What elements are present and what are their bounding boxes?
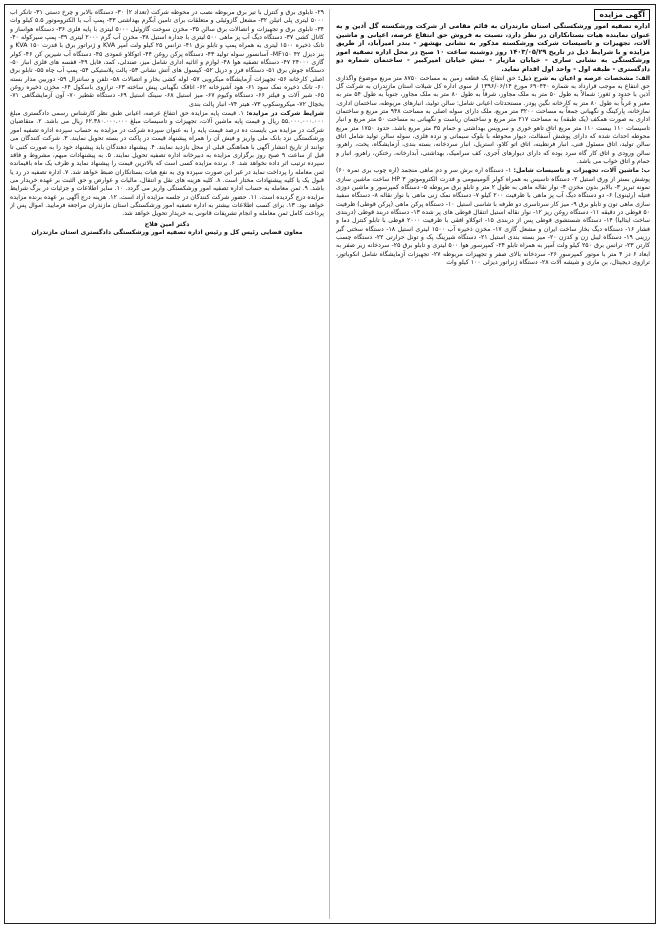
section-land-building [336,75,650,167]
signatory-name: دکتر امین فلاح [144,220,190,228]
section-conditions [10,110,324,218]
section-heading: ب: ماشین آلات، تجهیزات و تاسیسات شامل: [513,167,650,175]
section-body: ۲۹- تابلوی برق و کنترل با تیر برق مربوطه نصب در محوطه شرکت (تعداد ۲) ۳۰- دستگاه بالابر و چرخ دستی ۳۱- تانکر آب ۵۰۰۰ لیتری پلی اتیلن ۳۲- مشعل گازوئیلی و متعلقات برای تامین آبگرم بهداشتی ۳۳- پمپ آب با الکتروموتور ۵.۵ کیلو وات ۳۴- تابلوی برق و تجهیزات و اتصالات برق سالن ۳۵- مخزن سوخت گازوئیل ۵۰۰۰ لیتری با پایه فلزی ۳۶- دستگاه هواساز و کانال کشی ۳۷- دستگاه دیگ آب پز ماهی ۵۰۰ لیتری با جداره استیل ۳۸- مخزن آب گرم ۲۰۰۰ لیتری ۳۹- پمپ سیرکوله ۴۰- تانک ذخیره ۱۵۰۰ لیتری به همراه پمپ و تابلو برق ۴۱- ترانس ۲۵ کیلو ولت آمپر KVA و ژنراتور برق با قدرت KVA ۱۵۰ و بنز دیزل MF۱۵۰ ۴۲- آسانسور سوله تولید ۴۳- دستگاه پرکن روغن ۴۴- اتوکلاو عمودی ۴۵- دستگاه آب شیرین کن ۴۶- کولر گازی ۲۴۰۰۰ ۴۷- دستگاه تصفیه هوا ۴۸- لوازم و اثاثیه اداری شامل میز، صندلی، کمد، فایل ۴۹- قفسه های فلزی انبار ۵۰- دستگاه جوش برق ۵۱- دستگاه فرز و دریل ۵۲- کپسول های آتش نشانی ۵۳- پالت پلاستیکی ۵۴- پمپ آب چاه ۵۵- تابلو برق اصلی کارخانه ۵۶- تجهیزات آزمایشگاه میکروبی ۵۷- لوله کشی بخار و اتصالات ۵۸- تلفن و سانترال ۵۹- دوربین مدار بسته ۶۰- تانک ذخیره نمک سود ۶۱- هود آشپزخانه ۶۲- اتاقک نگهبانی پیش ساخته ۶۳- ترازوی باسکول ۶۴- مخزن ذخیره روغن ۶۵- شیر آلات و فیلتر ۶۶- دستگاه وکیوم ۶۷- میز استیل ۶۸- سینک استیل ۶۹- دستگاه تقطیر ۷۰- آون آزمایشگاهی ۷۱- یخچال ۷۲- میکروسکوپ ۷۳- هیتر ۷۴- انبار پالت بندی [10,9,325,108]
signature-block [10,221,324,238]
column-right [336,9,650,919]
section-heading: شرایط شرکت در مزایده: [246,110,324,118]
notice-title-box: آگهی مزایده [594,9,650,21]
section-body: ۱- دستگاه اره برش سر و دم ماهی منجمد (اره چوب بری نمره ۶۰) پوشش بستر از ورق استیل ۲- دستگاه تاسیس به همراه کولر آلومینیومی و قدرت الکتروموتور HP ۳ ساخت ماشین سازی نمونه تبریز ۳- بالابر بدون مخزن ۴- نوار نقاله ماهی به طول ۲ متر و تابلو برق مربوطه ۵- دستگاه کمپرسور و ماشین دوزی فتیله (رئینوی) ۶- دو دستگاه دیگ آب پز ماهی با ظرفیت ۲۰۰ کیلو ۷- دستگاه نمک زنی ماهی با نوار نقاله ۸- دستگاه سفید سازی ماهی تون و تابلو برق ۹- میز کار سرتاسری دو طرفه با شاسی استیل ۱۰- دستگاه پرکن ماهی (پرکن قوطی) ظرفیت ۵۰ قوطی در دقیقه ۱۱- دستگاه روغن ریز ۱۲- نوار نقاله استیل انتقال قوطی های پر شده ۱۳- دستگاه دربند قوطی (دربندی ساخت ایتالیا) ۱۴- دستگاه شستشوی قوطی پس از دربندی ۱۵- اتوکلاو افقی با ظرفیت ۲۰۰۰ قوطی با تابلو کنترل دما و فشار ۱۶- دستگاه دیگ بخار ساخت ایران و مشعل گازی ۱۷- مخزن ذخیره آب ۱۵۰۰ لیتری استیل ۱۸- دستگاه سختی گیر رزینی ۱۹- دستگاه لیبل زن و کدزن ۲۰- میز بسته بندی استیل ۲۱- دستگاه شیرینگ پک و تونل حرارتی ۲۲- دستگاه چسب کارتن ۲۳- ترانس برق ۲۵۰ کیلو ولت آمپر به همراه تابلو ۲۴- کمپرسور هوا ۵۰۰ لیتری و تابلو برق ۲۵- سردخانه زیر صفر به ابعاد ۶ در ۴ متر با موتور کمپرسور ۲۶- سردخانه بالای صفر و تجهیزات مربوطه ۲۷- تجهیزات آزمایشگاه شامل انکوباتور، ترازوی دیجیتال، بن ماری و شیشه آلات ۲۸- دستگاه ژنراتور دیزلی ۱۰۰ کیلو وات [336,167,650,267]
auction-notice-page [4,4,656,924]
section-machinery [336,167,650,267]
section-body: ۱. قیمت پایه مزایده حق انتفاع عرصه، اعیانی طبق نظر کارشناس رسمی دادگستری مبلغ ۵۵.۰۰۰.۰۰۰.۰۰۰ ریال و قیمت پایه ماشین آلات، تجهیزات و تاسیسات مبلغ ۶۲.۳۸۰.۰۰۰.۰۰۰ ریال می باشد. ۲. متقاضیان شرکت در مزایده می بایست ده درصد قیمت پایه را به عنوان سپرده شرکت در مزایده به حساب سپرده اداره تصفیه امور ورشکستگی نزد بانک ملی واریز و فیش آن را همراه پیشنهاد قیمت در پاکت در بسته تحویل نمایند. ۳. شرکت کنندگان می توانند از تاریخ انتشار آگهی با هماهنگی قبلی از محل بازدید نمایند. ۴. پیشنهاد دهندگان باید پیشنهاد خود را به صورت کتبی تا قبل از ساعت ۹ صبح روز برگزاری مزایده به دبیرخانه اداره تصفیه تحویل نمایند. ۵. به پیشنهادات مبهم، مشروط و فاقد سپرده ترتیب اثر داده نخواهد شد. ۶. برنده مزایده کسی است که بالاترین قیمت را پیشنهاد نماید و ظرف یک ماه باقیمانده ثمن معامله را پرداخت نماید در غیر این صورت سپرده وی به نفع هیات بستانکاران ضبط خواهد شد. ۷. اداره تصفیه در رد یا قبول یک یا کلیه پیشنهادات مختار است. ۸. کلیه هزینه های نقل و انتقال، مالیات و عوارض و حق الثبت بر عهده خریدار می باشد. ۹. ثمن معامله به حساب اداره تصفیه امور ورشکستگی واریز می گردد. ۱۰. سایر اطلاعات و جزئیات در برگ شرایط مزایده درج گردیده است. ۱۱. حضور شرکت کنندگان در جلسه مزایده آزاد است. ۱۲. هزینه درج آگهی بر عهده برنده مزایده خواهد بود. ۱۳. برای کسب اطلاعات بیشتر به اداره تصفیه امور ورشکستگی استان مازندران مراجعه فرمایید. اموال پس از پرداخت کامل ثمن معامله و انجام تشریفات قانونی به خریدار تحویل خواهد شد. [10,110,325,218]
column-left [10,9,330,919]
signatory-title: معاون قضایی رئیس کل و رئیس اداره تصفیه امور ورشکستگی دادگستری استان مازندران [31,228,303,236]
notice-intro: اداره تصفیه امور ورشکستگی استان مازندران به قائم مقامی از شرکت ورشکسته گل آذین و به عنوان نماینده هیات بستانکاران در نظر دارد، نسبت به فروش حق انتفاع عرصه، اعیانی و ماشین آلات، تجهیزات و تاسیسات شرکت ورشکسته مذکور به نشانی بهشهر - بندر امیرآباد، از طریق مزایده و با شرایط ذیل در تاریخ ۱۴۰۳/۰۵/۲۹ روز دوشنبه ساعت ۱۰ صبح در محل اداره تصفیه امور ورشکستگی به نشانی ساری - خیابان مازیار - نبش خیابان امیرکبیر - ساختمان شماره دو دادگستری - طبقه اول - واحد اول اقدام نماید. [336,22,650,73]
section-machinery-continued [10,9,324,109]
section-body: حق انتفاع یک قطعه زمین به مساحت ۸۷۵۰ متر مربع موضوع واگذاری حق انتفاع به موجب قرارداد به شماره ۶۹۰۴۴۰ مورخ ۱۳۹۶/۰۶/۱۴ از سوی اداره کل شیلات استان مازندران به شرکت گل آذین با حدود و ثغور: شمالاً به طول ۵۰ متر به ملک مجاور، شرقاً به طول ۸۰ متر به ملک مجاور، جنوباً به طول ۵۴ متر به معبر و غرباً به طول ۸۰ متر به کارخانه نگین پودر. مستحدثات اعیانی شامل: سالن تولید، انبارهای مربوطه، ساختمان اداری، نمازخانه، پارکینگ و نگهبانی جمعاً به مساحت ۳۲۰۰ متر مربع، ملک دارای سوله اصلی به مساحت ۹۴۸ متر مربع و ساختمان اداری به صورت همکف (یک طبقه) به مساحت ۲۱۷ متر مربع و ساختمان ریاست و نگهبانی به مساحت ۵۰ متر مربع و انبار تاسیسات ۱۱۰ بیست ۱۱۰ متر مربع اتاق تاهو خوری و سرویس بهداشتی و حمام ۳۵ متر مربع باشد. حدود ۱۷۵۰ متر مربع محوطه احداث شده که دارای پوشش آسفالت، دیوار محوطه با بلوک سیمانی و نرده فلزی، سوله سالن تولید شامل اتاق سالن تولید، اتاق مسئول فنی، انبار فرنطینه، اتاق اتو کلاو، استریل، انبار سردخانه، بسته بندی، آزمایشگاه، پخت، راهرو، سالن ورودی و اتاق کار گاه سرد بوده که دارای دیوارهای آجری، کف سرامیک، بهداشتی، آبدارخانه، رختکن، راهرو، انبار و حمام و اتاق خواب می باشد. [336,74,650,165]
section-heading: الف: مشخصات عرصه و اعیان به شرح ذیل: [517,74,650,82]
